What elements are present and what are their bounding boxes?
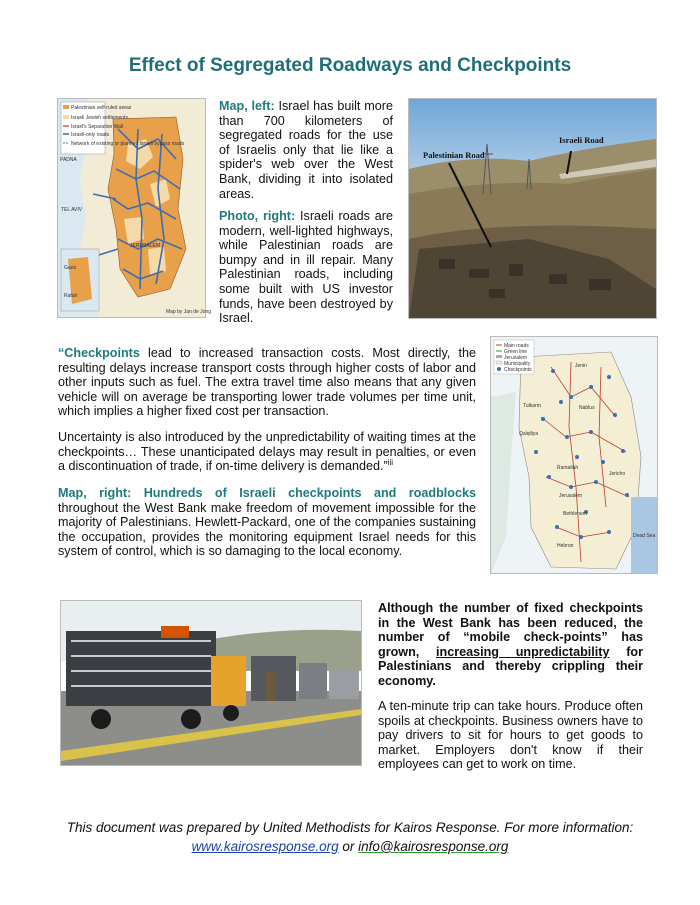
map-left-legend-5: Network of existing or planned Israeli bypass roads — [71, 141, 185, 147]
segregated-roads-map — [57, 98, 212, 318]
map-right-place-dead-sea: Dead Sea — [633, 533, 656, 539]
email-link[interactable]: info@kairosresponse.org — [358, 839, 509, 854]
checkpoint-trucks-photo — [60, 600, 362, 766]
map-left-caption — [219, 99, 393, 201]
footer-line2 — [0, 837, 700, 856]
footer — [0, 818, 700, 856]
map-right-place-nablus: Nablus — [579, 405, 595, 411]
map-left-place-jerusalem: JERUSALEM — [130, 243, 161, 249]
footnote-marker: iii — [387, 458, 394, 467]
photo-label-palestinian-road: Palestinian Road — [423, 150, 485, 160]
map-right-legend-3: Jerusalem — [504, 355, 528, 361]
map-left-place-gaza: Gaza — [64, 265, 76, 271]
map-left-place-rafah: Rafah — [64, 293, 78, 299]
map-right-place-ramallah: Ramallah — [557, 465, 579, 471]
map-right-legend-4: Municipality — [504, 361, 531, 367]
map-right-place-jerusalem: Jerusalem — [559, 493, 583, 499]
photo-right-caption-label: Photo, right: — [219, 209, 296, 223]
map-left-caption-label: Map, left: — [219, 99, 275, 113]
map-left-legend-2: Israeli Jewish settlements — [71, 115, 128, 121]
footer-or: or — [338, 839, 359, 854]
map-right-caption — [58, 486, 476, 559]
map-right-caption-label: Map, right: Hundreds of Israeli checkpoints and roadblocks — [58, 486, 476, 500]
footer-line1: This document was prepared by United Methodists for Kairos Response. For more information: — [66, 820, 634, 835]
map-left-place-padna: PADNA — [60, 157, 77, 163]
checkpoints-quote-text: lead to increased transaction costs. Most directly, the resulting delays increase transport costs through higher costs of labor and other inputs such as fuel. The extra travel time also means that any given vehicle will on average be transporting lower trade volumes per time unit, which implies a higher fixed cost per transaction. — [58, 346, 476, 419]
mobile-checkpoints-text-2: for Palestinians and thereby crippling their economy. — [378, 644, 643, 688]
map-right-place-qalqiliya: Qalqiliya — [519, 431, 539, 437]
uncertainty-text: Uncertainty is also introduced by the unpredictability of waiting times at the checkpoints… These unanticipated delays may result in penalties, or even a discontinuation of trade, if on-time delivery is demanded.” — [58, 430, 476, 474]
map-right-legend-2: Green line — [504, 349, 528, 355]
page-title: Effect of Segregated Roadways and Checkpoints — [128, 55, 572, 76]
checkpoints-quote — [58, 346, 476, 419]
map-right-caption-text: throughout the West Bank make freedom of movement impossible for the majority of Palestinians. Hewlett-Packard, one of the companies sustaining the occupation, provides the monitoring equipment Israel needs for this system of control, which is so damaging to the local economy. — [58, 500, 476, 559]
website-link[interactable]: www.kairosresponse.org — [191, 839, 339, 854]
ten-minute-trip-paragraph: A ten-minute trip can take hours. Produce often spoils at checkpoints. Business owners have to pay drivers to sit for hours to get goods to market. Employers don't know if their employees can get to work on time. — [378, 699, 643, 772]
map-right-legend-1: Main roads — [504, 343, 529, 349]
checkpoints-word: Checkpoints — [64, 346, 140, 360]
roads-photo — [408, 98, 657, 319]
mobile-checkpoints-paragraph — [378, 601, 643, 689]
map-left-caption-text: Israel has built more than 700 kilometers of segregated roads for the use of Israelis only that lie like a spider's web over the West Bank, dividing it into isolated areas. — [219, 99, 393, 201]
map-right-place-bethlehem: Bethlehem — [563, 511, 587, 517]
photo-label-israeli-road: Israeli Road — [559, 135, 604, 145]
map-right-place-hebron: Hebron — [557, 543, 574, 549]
map-left-legend-1: Palestinian self-ruled areas — [71, 105, 132, 111]
map-left-legend-3: Israel's Separation Wall — [71, 124, 124, 130]
increasing-unpredictability: increasing unpredictability — [436, 644, 610, 659]
mobile-checkpoints-text-1: Although the number of fixed checkpoints in the West Bank has been reduced, the number of “mobile check-points” has grown, — [378, 601, 643, 659]
quote-open: “ — [58, 346, 65, 360]
uncertainty-paragraph — [58, 430, 476, 474]
map-right-place-tulkarm: Tulkarm — [523, 403, 541, 409]
checkpoints-map — [490, 336, 658, 574]
map-left-credit: Map by Jan de Jong — [166, 309, 212, 315]
map-right-place-jenin: Jenin — [575, 363, 587, 369]
map-right-place-jericho: Jericho — [609, 471, 626, 477]
photo-right-caption — [219, 209, 393, 326]
map-right-legend-5: Checkpoints — [504, 367, 532, 373]
map-left-place-tel-aviv: TEL AVIV — [61, 207, 83, 213]
photo-right-caption-text: Israeli roads are modern, well-lighted highways, while Palestinian roads are bumpy and in ill repair. Many Palestinian roads, including some built with US investor funds, have been destroyed by Israel. — [219, 209, 394, 326]
map-left-legend-4: Israeli-only roads — [71, 132, 110, 138]
